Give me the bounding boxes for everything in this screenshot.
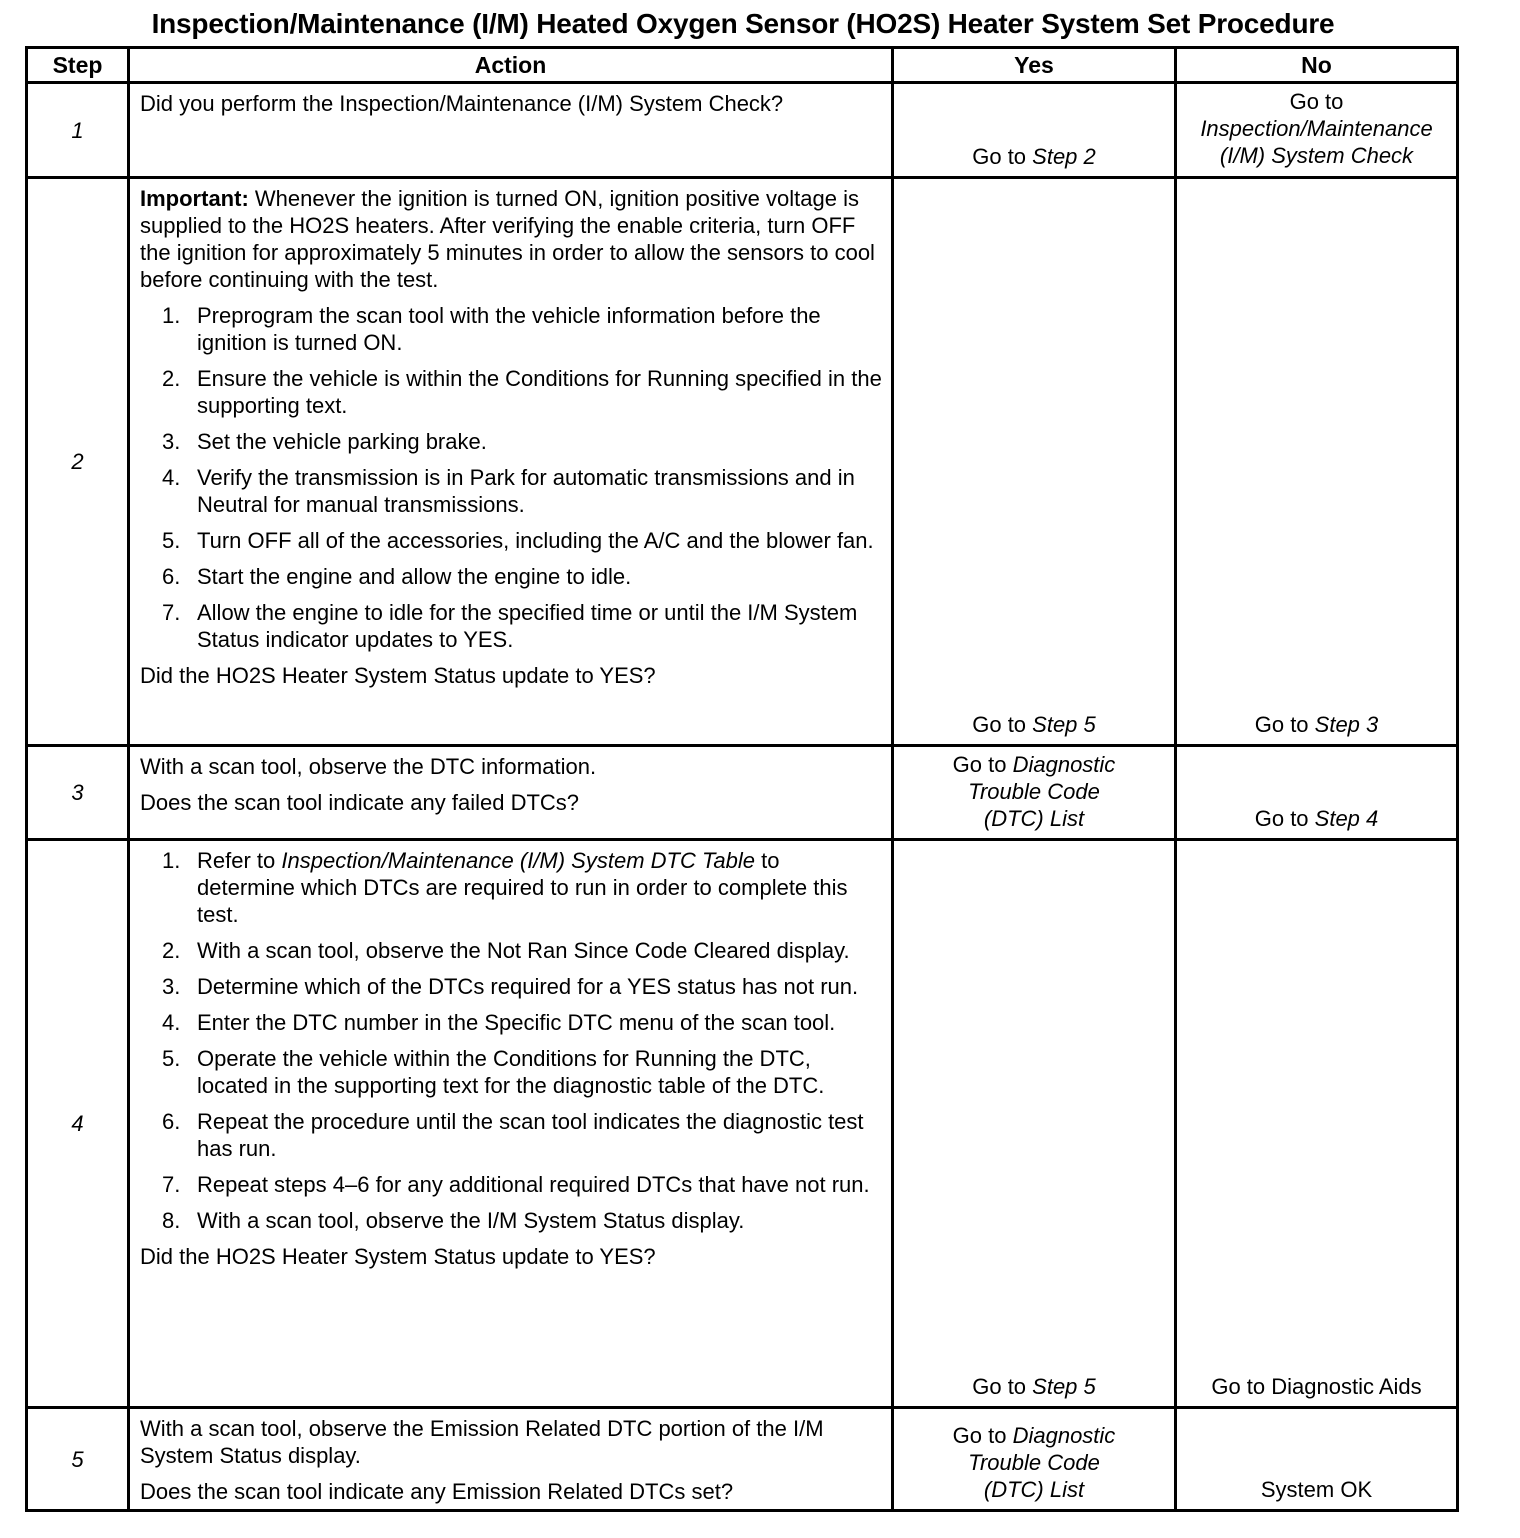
yes-step-link[interactable]: Step 5: [1032, 712, 1096, 737]
list-item: [140, 527, 883, 554]
yes-step-link[interactable]: Step 5: [1032, 1374, 1096, 1399]
list-text: Ensure the vehicle is within the Conditions for Running specified in the supporting text.: [197, 366, 882, 418]
question-text: Did the HO2S Heater System Status update to YES?: [140, 1244, 656, 1269]
action-text: With a scan tool, observe the Emission Related DTC portion of the I/M System Status display.: [140, 1416, 824, 1468]
table-row-step-1: [27, 83, 1458, 178]
list-item: [140, 1045, 883, 1099]
list-number: 7.: [162, 1172, 181, 1197]
dtc-table-link[interactable]: Inspection/Maintenance (I/M) System DTC Table: [281, 848, 755, 873]
list-text: Set the vehicle parking brake.: [197, 429, 487, 454]
no-cell: [1176, 83, 1458, 178]
no-cell: [1176, 178, 1458, 746]
list-text: Verify the transmission is in Park for automatic transmissions and in Neutral for manual transmissions.: [197, 465, 855, 517]
no-prefix: Go to: [1254, 806, 1315, 831]
list-number: 5.: [162, 1046, 181, 1071]
list-number: 7.: [162, 600, 181, 625]
header-step: Step: [27, 48, 129, 83]
list-item: [140, 464, 883, 518]
action-text: With a scan tool, observe the DTC information.: [140, 754, 597, 779]
yes-cell: [893, 1408, 1176, 1511]
yes-prefix: Go to: [972, 712, 1033, 737]
list-item: [140, 973, 883, 1000]
header-yes: Yes: [893, 48, 1176, 83]
yes-prefix: Go to: [952, 752, 1013, 777]
no-step-link[interactable]: Step 4: [1314, 806, 1379, 831]
page-title: Inspection/Maintenance (I/M) Heated Oxygen Sensor (HO2S) Heater System Set Procedure: [151, 8, 1335, 39]
list-number: 4.: [162, 465, 181, 490]
list-text: Operate the vehicle within the Conditions for Running the DTC, located in the supporting text for the diagnostic table of the DTC.: [197, 1046, 825, 1098]
list-item: [140, 365, 883, 419]
procedure-list: [140, 302, 883, 653]
list-text: Repeat steps 4–6 for any additional required DTCs that have not run.: [197, 1172, 870, 1197]
table-row-step-5: [27, 1408, 1458, 1511]
yes-cell: [893, 840, 1176, 1408]
table-row-step-3: [27, 746, 1458, 840]
list-item: [140, 1009, 883, 1036]
list-text: With a scan tool, observe the Not Ran Since Code Cleared display.: [197, 938, 850, 963]
list-number: 1.: [162, 303, 181, 328]
step-number: 3: [27, 746, 129, 840]
list-text: Start the engine and allow the engine to idle.: [197, 564, 632, 589]
question-text: Did you perform the Inspection/Maintenance (I/M) System Check?: [140, 91, 784, 116]
list-number: 6.: [162, 564, 181, 589]
list-text: Enter the DTC number in the Specific DTC menu of the scan tool.: [197, 1010, 836, 1035]
question-text: Does the scan tool indicate any Emission Related DTCs set?: [140, 1479, 734, 1504]
table-row-step-4: [27, 840, 1458, 1408]
no-prefix: Go to: [1289, 89, 1344, 114]
yes-prefix: Go to: [972, 144, 1033, 169]
no-diagnostic-aids[interactable]: Go to Diagnostic Aids: [1211, 1374, 1422, 1399]
question-text: Does the scan tool indicate any failed DTCs?: [140, 790, 580, 815]
list-text: Allow the engine to idle for the specified time or until the I/M System Status indicator updates to YES.: [197, 600, 858, 652]
yes-prefix: Go to: [952, 1423, 1013, 1448]
action-cell: [129, 83, 893, 178]
yes-step-link[interactable]: Step 2: [1032, 144, 1096, 169]
list-number: 1.: [162, 848, 181, 873]
list-text-suffix: to determine which DTCs are required to run in order to complete this test.: [197, 848, 848, 927]
no-cell: [1176, 840, 1458, 1408]
action-cell: [129, 746, 893, 840]
action-cell: [129, 1408, 893, 1511]
list-text: Determine which of the DTCs required for a YES status has not run.: [197, 974, 859, 999]
list-text: Turn OFF all of the accessories, including the A/C and the blower fan.: [197, 528, 874, 553]
no-prefix: Go to: [1254, 712, 1315, 737]
yes-dtc-list-link[interactable]: Diagnostic Trouble Code (DTC) List: [968, 1423, 1116, 1502]
list-text: Repeat the procedure until the scan tool indicates the diagnostic test has run.: [197, 1109, 864, 1161]
list-item: [140, 847, 883, 928]
table-header-row: [27, 48, 1458, 83]
no-system-ok: System OK: [1260, 1477, 1373, 1502]
header-no: No: [1176, 48, 1458, 83]
important-note: [140, 185, 883, 293]
list-number: 5.: [162, 528, 181, 553]
list-number: 8.: [162, 1208, 181, 1233]
list-item: [140, 1108, 883, 1162]
header-action: Action: [129, 48, 893, 83]
yes-dtc-list-link[interactable]: Diagnostic Trouble Code (DTC) List: [968, 752, 1116, 831]
procedure-list: [140, 847, 883, 1234]
important-label: Important:: [140, 186, 249, 211]
step-number: 1: [27, 83, 129, 178]
table-row-step-2: [27, 178, 1458, 746]
procedure-table: [25, 46, 1459, 1512]
list-item: [140, 563, 883, 590]
list-number: 6.: [162, 1109, 181, 1134]
list-item: [140, 937, 883, 964]
step-number: 5: [27, 1408, 129, 1511]
list-text-prefix: Refer to: [197, 848, 282, 873]
list-item: [140, 302, 883, 356]
important-text: Whenever the ignition is turned ON, ignition positive voltage is supplied to the HO2S heaters. After verifying the enable criteria, turn OFF the ignition for approximately 5 minutes in order to allow the sensors to cool before continuing with the test.: [140, 186, 875, 292]
no-cell: [1176, 1408, 1458, 1511]
list-number: 4.: [162, 1010, 181, 1035]
question-text: Did the HO2S Heater System Status update to YES?: [140, 663, 656, 688]
action-cell: [129, 840, 893, 1408]
list-text: Preprogram the scan tool with the vehicle information before the ignition is turned ON.: [197, 303, 821, 355]
no-system-check-link[interactable]: Inspection/Maintenance (I/M) System Check: [1200, 116, 1433, 168]
no-step-link[interactable]: Step 3: [1314, 712, 1379, 737]
list-text: With a scan tool, observe the I/M System Status display.: [197, 1208, 745, 1233]
list-item: [140, 428, 883, 455]
list-number: 3.: [162, 974, 181, 999]
list-item: [140, 1207, 883, 1234]
list-item: [140, 1171, 883, 1198]
list-number: 2.: [162, 938, 181, 963]
no-cell: [1176, 746, 1458, 840]
list-item: [140, 599, 883, 653]
step-number: 2: [27, 178, 129, 746]
yes-cell: [893, 746, 1176, 840]
step-number: 4: [27, 840, 129, 1408]
list-number: 3.: [162, 429, 181, 454]
yes-prefix: Go to: [972, 1374, 1033, 1399]
action-cell: [129, 178, 893, 746]
list-number: 2.: [162, 366, 181, 391]
yes-cell: [893, 178, 1176, 746]
yes-cell: [893, 83, 1176, 178]
